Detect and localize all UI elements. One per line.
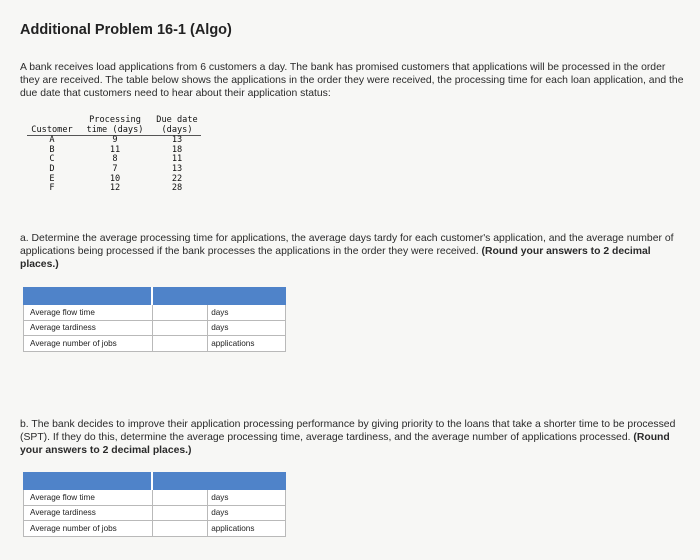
customer-cell: C [49,154,55,165]
part-a-flow-time-input[interactable] [153,306,208,319]
answer-unit: applications [208,521,286,537]
answer-unit: days [208,305,286,321]
answer-table-header [24,473,286,490]
due-cell: 22 [171,173,183,184]
customer-cell: D [49,163,55,174]
processing-cell: 9 [112,135,118,146]
answer-table-header [24,288,286,305]
part-a-question [20,233,684,271]
part-b-answer-table [23,472,286,537]
part-b-instruction: (Round your answers to 2 decimal places.) [20,431,670,456]
processing-header-line1: Processing [89,115,141,125]
answer-row [24,521,286,537]
answer-unit: applications [208,336,286,352]
part-a-answer-table [23,287,286,352]
intro-paragraph: A bank receives load applications from 6 customers a day. The bank has promised customers that applications will be processed in the order they are received. The table below shows the applications in the order they were received, the processing time for each loan application, and the due date that customers need to hear about their application status: [20,62,684,99]
part-a-number-of-jobs-input[interactable] [153,337,208,350]
customer-cell: F [49,183,55,194]
customer-cell: A [49,135,55,146]
part-b-flow-time-input[interactable] [153,491,208,504]
part-a-tardiness-input[interactable] [153,321,208,334]
due-cell: 13 [171,135,183,146]
customer-cell: B [49,144,55,155]
part-b-text: b. The bank decides to improve their application processing performance by giving priority to the loans that take a shorter time to be processed (SPT). If they do this, determine the average processing time, average tardiness, and the average number of applications processed. [20,419,676,443]
answer-label: Average flow time [24,305,153,321]
due-cell: 13 [171,163,183,174]
answer-label: Average number of jobs [24,521,153,537]
processing-cell: 7 [112,163,118,174]
processing-cell: 8 [112,154,118,165]
part-b-question [20,419,684,457]
part-b-tardiness-input[interactable] [153,506,208,519]
applications-table [27,116,201,194]
answer-unit: days [208,490,286,506]
answer-label: Average flow time [24,490,153,506]
answer-label: Average tardiness [24,505,153,521]
processing-cell: 11 [109,144,121,155]
answer-row [24,305,286,321]
customer-header: Customer [27,126,77,136]
answer-row [24,505,286,521]
answer-unit: days [208,505,286,521]
table-header-row-2 [27,126,201,136]
answer-row [24,336,286,352]
answer-row [24,320,286,336]
answer-unit: days [208,320,286,336]
page-title: Additional Problem 16-1 (Algo) [20,22,232,38]
customer-cell: E [49,173,55,184]
due-header-line2: (days) [153,126,201,136]
part-b-number-of-jobs-input[interactable] [153,522,208,535]
due-cell: 28 [171,183,183,194]
due-header-line1: Due date [156,115,198,125]
due-cell: 18 [171,144,183,155]
answer-label: Average number of jobs [24,336,153,352]
part-a-text: a. Determine the average processing time for applications, the average days tardy for each customer's application, and the average number of applications being processed if the bank processes the applications in the order they were received. [20,233,674,257]
answer-row [24,490,286,506]
processing-cell: 10 [109,173,121,184]
processing-cell: 12 [109,183,121,194]
due-cell: 11 [171,154,183,165]
processing-header-line2: time (days) [77,126,153,136]
answer-label: Average tardiness [24,320,153,336]
part-a-instruction: (Round your answers to 2 decimal places.) [20,245,651,270]
table-row [27,184,201,194]
